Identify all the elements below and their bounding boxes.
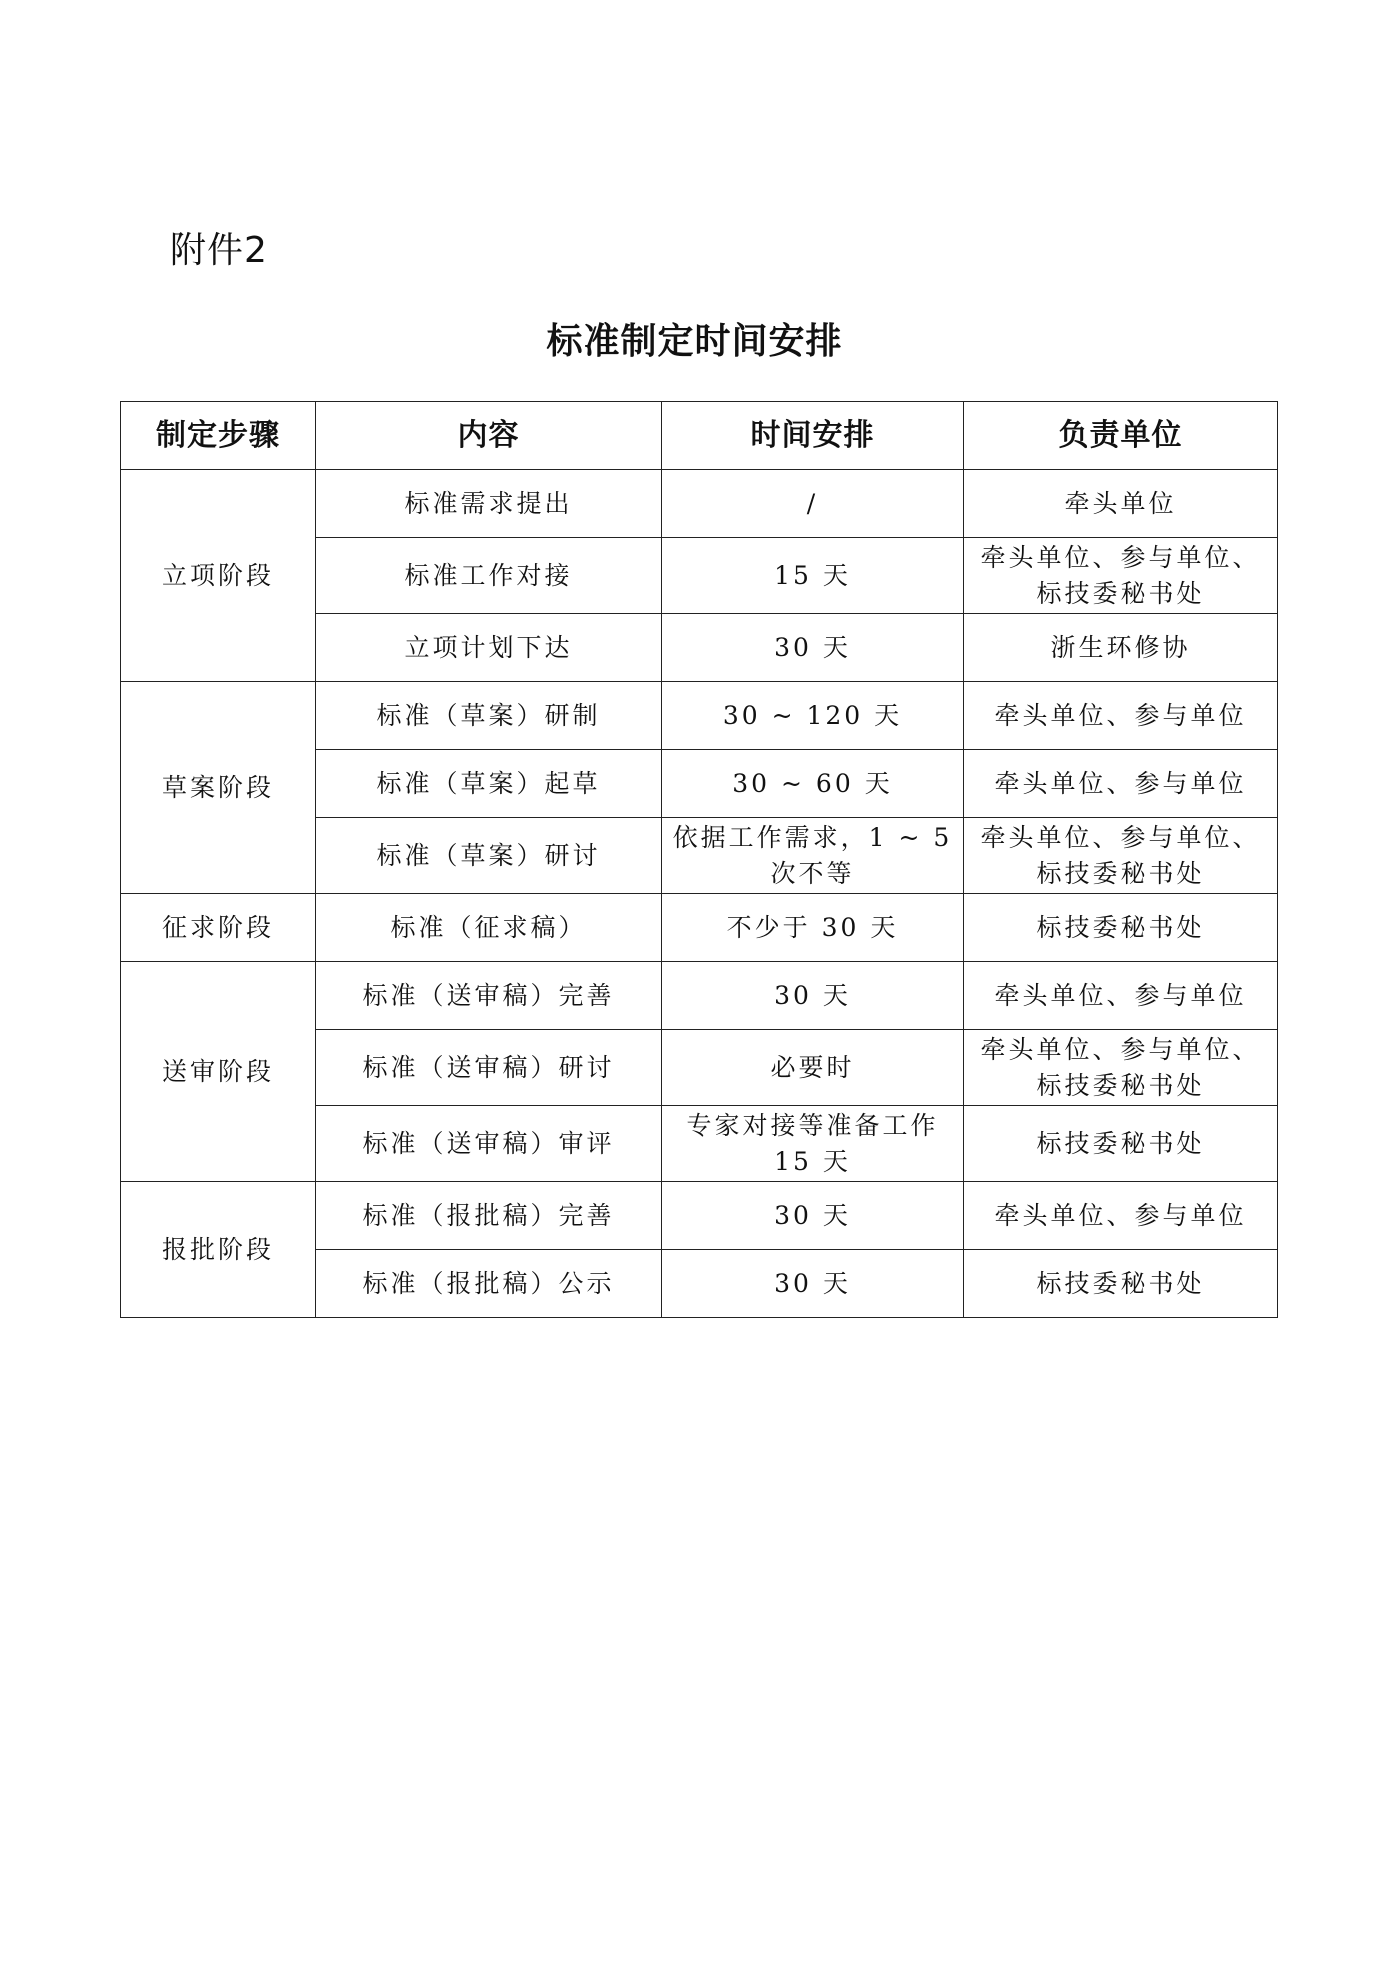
time-cell: 必要时 [662, 1030, 964, 1106]
header-step: 制定步骤 [121, 402, 316, 470]
unit-cell: 牵头单位、参与单位 [964, 1182, 1278, 1250]
attachment-label: 附件2 [170, 230, 268, 271]
document-title: 标准制定时间安排 [546, 320, 843, 362]
content-cell: 标准（草案）起草 [316, 750, 662, 818]
content-cell: 标准（草案）研制 [316, 682, 662, 750]
unit-cell: 标技委秘书处 [964, 1250, 1278, 1318]
time-cell: 专家对接等准备工作 15 天 [662, 1106, 964, 1182]
content-cell: 立项计划下达 [316, 614, 662, 682]
time-cell: 30 ~ 60 天 [662, 750, 964, 818]
time-cell: 不少于 30 天 [662, 894, 964, 962]
content-cell: 标准工作对接 [316, 538, 662, 614]
time-cell: 30 ~ 120 天 [662, 682, 964, 750]
unit-cell: 标技委秘书处 [964, 1106, 1278, 1182]
unit-cell: 牵头单位、参与单位、标技委秘书处 [964, 1030, 1278, 1106]
table-row [121, 894, 1278, 962]
time-cell: 15 天 [662, 538, 964, 614]
stage-cell: 立项阶段 [121, 470, 316, 682]
stage-cell: 送审阶段 [121, 962, 316, 1182]
time-cell: 30 天 [662, 962, 964, 1030]
content-cell: 标准（征求稿） [316, 894, 662, 962]
table-row [121, 470, 1278, 538]
unit-cell: 浙生环修协 [964, 614, 1278, 682]
header-unit: 负责单位 [964, 402, 1278, 470]
time-cell: 30 天 [662, 1182, 964, 1250]
table-header-row [121, 402, 1278, 470]
unit-cell: 牵头单位、参与单位 [964, 682, 1278, 750]
header-content: 内容 [316, 402, 662, 470]
content-cell: 标准（送审稿）审评 [316, 1106, 662, 1182]
time-cell: / [662, 470, 964, 538]
unit-cell: 牵头单位、参与单位、标技委秘书处 [964, 538, 1278, 614]
header-time: 时间安排 [662, 402, 964, 470]
table-row [121, 1182, 1278, 1250]
unit-cell: 标技委秘书处 [964, 894, 1278, 962]
unit-cell: 牵头单位、参与单位 [964, 750, 1278, 818]
content-cell: 标准需求提出 [316, 470, 662, 538]
time-cell: 30 天 [662, 614, 964, 682]
stage-cell: 征求阶段 [121, 894, 316, 962]
content-cell: 标准（送审稿）研讨 [316, 1030, 662, 1106]
unit-cell: 牵头单位 [964, 470, 1278, 538]
stage-cell: 报批阶段 [121, 1182, 316, 1318]
content-cell: 标准（送审稿）完善 [316, 962, 662, 1030]
time-cell: 依据工作需求，1 ~ 5 次不等 [662, 818, 964, 894]
time-cell: 30 天 [662, 1250, 964, 1318]
table-row [121, 682, 1278, 750]
unit-cell: 牵头单位、参与单位 [964, 962, 1278, 1030]
content-cell: 标准（报批稿）公示 [316, 1250, 662, 1318]
schedule-table [120, 401, 1278, 1318]
table-row [121, 962, 1278, 1030]
content-cell: 标准（报批稿）完善 [316, 1182, 662, 1250]
unit-cell: 牵头单位、参与单位、标技委秘书处 [964, 818, 1278, 894]
stage-cell: 草案阶段 [121, 682, 316, 894]
content-cell: 标准（草案）研讨 [316, 818, 662, 894]
